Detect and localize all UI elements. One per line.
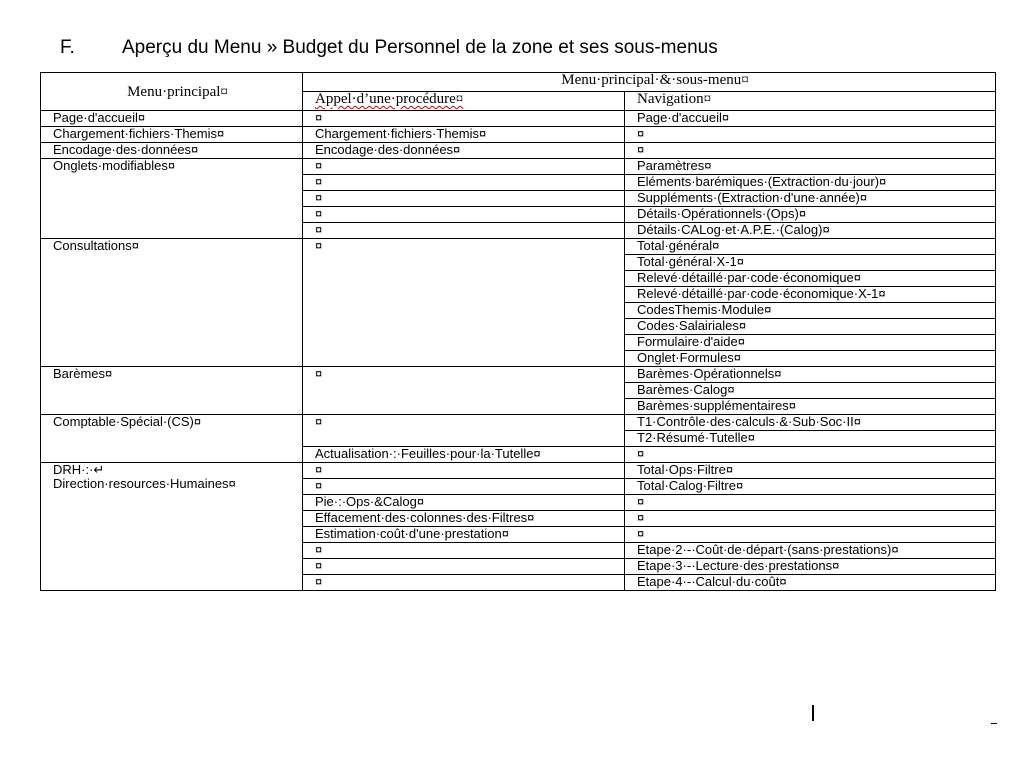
procedure-cell: ¤: [303, 543, 625, 559]
procedure-cell: ¤: [303, 415, 625, 447]
procedure-cell: ¤: [303, 191, 625, 207]
navigation-cell: Page·d'accueil¤: [625, 111, 996, 127]
procedure-cell: ¤: [303, 223, 625, 239]
main-menu-label: Comptable·Spécial·(CS)¤: [53, 414, 202, 429]
table-row: [41, 415, 996, 431]
navigation-cell: Barèmes·supplémentaires¤: [625, 399, 996, 415]
main-menu-cell: [41, 239, 303, 367]
main-menu-cell: [41, 159, 303, 239]
heading-letter: F.: [60, 37, 75, 58]
main-menu-label: Page·d'accueil¤: [53, 110, 146, 125]
procedure-cell: Effacement·des·colonnes·des·Filtres¤: [303, 511, 625, 527]
main-menu-cell: [41, 111, 303, 127]
main-menu-label: Chargement·fichiers·Themis¤: [53, 126, 225, 141]
main-menu-label: Barèmes¤: [53, 366, 113, 381]
text-cursor: [812, 705, 814, 721]
navigation-cell: T1·Contrôle·des·calculs·&·Sub·Soc·II¤: [625, 415, 996, 431]
navigation-cell: Barèmes·Calog¤: [625, 383, 996, 399]
navigation-cell: Total·général·X-1¤: [625, 255, 996, 271]
navigation-cell: ¤: [625, 511, 996, 527]
navigation-cell: Relevé·détaillé·par·code·économique¤: [625, 271, 996, 287]
navigation-cell: T2·Résumé·Tutelle¤: [625, 431, 996, 447]
procedure-cell: ¤: [303, 479, 625, 495]
navigation-cell: Total·Calog·Filtre¤: [625, 479, 996, 495]
procedure-cell: ¤: [303, 207, 625, 223]
procedure-cell: Actualisation·:·Feuilles·pour·la·Tutelle¤: [303, 447, 625, 463]
main-menu-label: Onglets·modifiables¤: [53, 158, 176, 173]
navigation-cell: Eléments·barémiques·(Extraction·du·jour)¤: [625, 175, 996, 191]
table-row: [41, 367, 996, 383]
main-menu-cell: [41, 127, 303, 143]
header-procedure: Appel·d’une·procédure¤: [303, 92, 625, 111]
procedure-cell: ¤: [303, 175, 625, 191]
navigation-cell: ¤: [625, 127, 996, 143]
navigation-cell: Onglet·Formules¤: [625, 351, 996, 367]
procedure-cell: ¤: [303, 367, 625, 415]
main-menu-label-line2: Direction·resources·Humaines¤: [53, 476, 236, 491]
table-row: [41, 239, 996, 255]
navigation-cell: CodesThemis·Module¤: [625, 303, 996, 319]
main-menu-label: Consultations¤: [53, 238, 139, 253]
navigation-cell: Etape·4·-·Calcul·du·coût¤: [625, 575, 996, 591]
procedure-cell: Pie·:·Ops·&Calog¤: [303, 495, 625, 511]
navigation-cell: Paramètres¤: [625, 159, 996, 175]
navigation-cell: ¤: [625, 495, 996, 511]
navigation-cell: Etape·2·-·Coût·de·départ·(sans·prestations)¤: [625, 543, 996, 559]
table-row: [41, 127, 996, 143]
header-main-menu: Menu·principal¤: [41, 73, 303, 111]
procedure-cell: Chargement·fichiers·Themis¤: [303, 127, 625, 143]
navigation-cell: Détails·CALog·et·A.P.E.·(Calog)¤: [625, 223, 996, 239]
menu-table: [40, 72, 996, 591]
procedure-cell: ¤: [303, 575, 625, 591]
table-row: [41, 111, 996, 127]
table-end-mark: [991, 723, 997, 724]
procedure-cell: ¤: [303, 559, 625, 575]
procedure-cell: Encodage·des·données¤: [303, 143, 625, 159]
navigation-cell: ¤: [625, 527, 996, 543]
navigation-cell: Suppléments·(Extraction·d'une·année)¤: [625, 191, 996, 207]
navigation-cell: Total·général¤: [625, 239, 996, 255]
navigation-cell: Etape·3·-·Lecture·des·prestations¤: [625, 559, 996, 575]
procedure-cell: ¤: [303, 159, 625, 175]
navigation-cell: ¤: [625, 447, 996, 463]
navigation-cell: Formulaire·d'aide¤: [625, 335, 996, 351]
navigation-cell: Total·Ops·Filtre¤: [625, 463, 996, 479]
procedure-cell: Estimation·coût·d'une·prestation¤: [303, 527, 625, 543]
main-menu-cell: [41, 463, 303, 591]
main-menu-label: Encodage·des·données¤: [53, 142, 199, 157]
procedure-cell: ¤: [303, 463, 625, 479]
main-menu-cell: [41, 367, 303, 415]
procedure-cell: ¤: [303, 111, 625, 127]
page-heading: [60, 37, 718, 59]
navigation-cell: Détails·Opérationnels·(Ops)¤: [625, 207, 996, 223]
heading-title: Aperçu du Menu » Budget du Personnel de la zone et ses sous-menus: [122, 37, 718, 58]
navigation-cell: Relevé·détaillé·par·code·économique·X-1¤: [625, 287, 996, 303]
table-row: [41, 159, 996, 175]
cell-end-marks: [993, 72, 999, 722]
main-menu-label: DRH·:·↵: [53, 462, 105, 477]
main-menu-cell: [41, 143, 303, 159]
main-menu-cell: [41, 415, 303, 463]
navigation-cell: ¤: [625, 143, 996, 159]
navigation-cell: Barèmes·Opérationnels¤: [625, 367, 996, 383]
header-group: Menu·principal·&·sous-menu¤: [303, 73, 996, 92]
navigation-cell: Codes·Salairiales¤: [625, 319, 996, 335]
table-row: [41, 143, 996, 159]
procedure-cell: ¤: [303, 239, 625, 367]
table-row: [41, 463, 996, 479]
header-navigation: Navigation¤: [625, 92, 996, 111]
